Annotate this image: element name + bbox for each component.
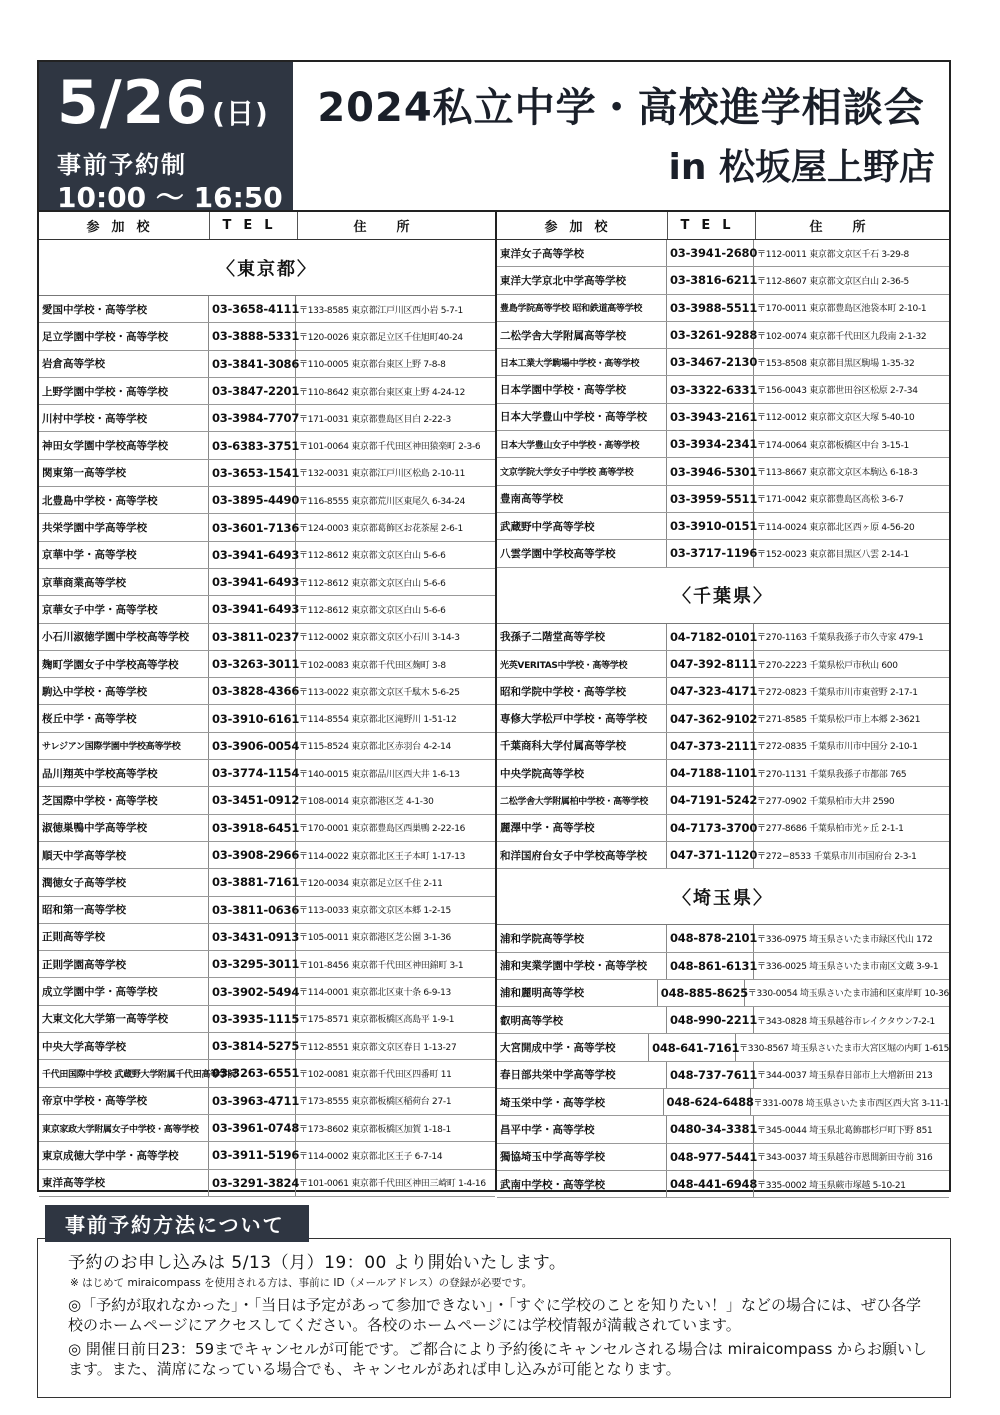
school-address: 〒133-8585 東京都江戸川区西小岩 5-7-1	[299, 305, 463, 316]
school-tel: 03-3847-2201	[209, 378, 296, 404]
school-address: 〒102-0081 東京都千代田区四番町 11	[299, 1069, 452, 1080]
school-name: 麗澤中学・高等学校	[497, 815, 667, 841]
school-address: 〒112-8551 東京都文京区春日 1-13-27	[299, 1042, 457, 1053]
school-name: 神田女学園中学校高等学校	[39, 432, 209, 458]
school-tel: 03-3941-6493	[209, 542, 296, 568]
school-tel: 03-3814-5275	[209, 1033, 296, 1059]
school-tel: 04-7173-3700	[667, 815, 754, 841]
school-name: 愛国中学校・高等学校	[39, 296, 209, 322]
school-tel: 048-441-6948	[667, 1171, 754, 1197]
school-name: 大宮開成中学・高等学校	[497, 1034, 649, 1060]
table-row	[497, 240, 949, 267]
school-tel: 03-3653-1541	[209, 460, 296, 486]
school-address: 〒272−8533 千葉県市川市国府台 2-3-1	[757, 851, 917, 862]
school-address: 〒171-0031 東京都豊島区目白 2-22-3	[299, 414, 451, 425]
school-address: 〒112-0012 東京都文京区大塚 5-40-10	[757, 413, 915, 424]
school-tel: 03-3601-7136	[209, 514, 296, 540]
school-address: 〒114-0001 東京都北区東十条 6-9-13	[299, 988, 451, 999]
school-tel: 03-3295-3011	[209, 951, 296, 977]
school-name: 東京家政大学附属女子中学校・高等学校	[39, 1115, 209, 1141]
table-row	[497, 1062, 949, 1089]
school-address: 〒124-0003 東京都葛飾区お花茶屋 2-6-1	[299, 524, 463, 535]
table-row	[39, 951, 495, 978]
table-row	[497, 815, 949, 842]
table-row	[39, 787, 495, 814]
school-address: 〒170-0001 東京都豊島区西巣鴨 2-22-16	[299, 824, 466, 835]
region-saitama: 〈埼玉県〉	[497, 869, 949, 925]
school-tel: 03-3902-5494	[209, 978, 296, 1004]
school-name: 日本学園中学校・高等学校	[497, 376, 667, 402]
school-tel: 03-3963-4711	[209, 1088, 296, 1114]
school-address: 〒331-0078 埼玉県さいたま市西区西大宮 3-11-1	[753, 1098, 949, 1109]
header-address: 住所	[809, 220, 896, 235]
table-row	[497, 1034, 949, 1061]
table-row	[497, 376, 949, 403]
table-row	[497, 787, 949, 814]
table-row	[39, 842, 495, 869]
school-tel: 03-3828-4366	[209, 678, 296, 704]
school-address: 〒343-0037 埼玉県越谷市恩間新田寺前 316	[757, 1153, 933, 1164]
school-address: 〒110-0005 東京都台東区上野 7-8-8	[299, 360, 446, 371]
school-name: 川村中学校・高等学校	[39, 405, 209, 431]
school-address: 〒271-8585 千葉県松戸市上本郷 2-3621	[757, 715, 921, 726]
school-address: 〒113-8667 東京都文京区本駒込 6-18-3	[757, 468, 918, 479]
school-address: 〒102-0074 東京都千代田区九段南 2-1-32	[757, 331, 927, 342]
table-row	[39, 323, 495, 350]
school-address: 〒112-8612 東京都文京区白山 5-6-6	[299, 578, 446, 589]
school-tel: 03-3774-1154	[209, 760, 296, 786]
table-row	[497, 458, 949, 485]
school-address: 〒105-0011 東京都港区芝公園 3-1-36	[299, 933, 451, 944]
school-tel: 03-3941-6493	[209, 569, 296, 595]
school-name: 大東文化大学第一高等学校	[39, 1006, 209, 1032]
school-tel: 03-3988-5511	[667, 295, 754, 321]
school-tel: 03-3910-0151	[667, 513, 754, 539]
school-name: 潤徳女子高等学校	[39, 869, 209, 895]
table-row	[39, 460, 495, 487]
school-address: 〒110-8642 東京都台東区東上野 4-24-12	[299, 387, 466, 398]
school-name: 正則高等学校	[39, 924, 209, 950]
school-name: 東洋高等学校	[39, 1170, 209, 1196]
info-start-date: 予約のお申し込みは 5/13（月）19：00 より開始いたします。	[68, 1253, 567, 1273]
table-row	[39, 596, 495, 623]
school-address: 〒336-0025 埼玉県さいたま市南区文蔵 3-9-1	[757, 962, 939, 973]
school-name: 叡明高等学校	[497, 1007, 667, 1033]
table-row	[39, 869, 495, 896]
info-bullet-cancel: ◎ 開催日前日23：59までキャンセルが可能です。ご都合により予約後にキャンセルされる場合は miraicompass からお願いします。また、満席になっている場合でも、キャンセルがあれば申し込みが可能となります。	[68, 1340, 928, 1378]
region-chiba: 〈千葉県〉	[497, 568, 949, 624]
info-bullet-homepage: ◎「予約が取れなかった」・「当日は予定があって参加できない」・「すぐに学校のことを知りたい！」などの場合には、ぜひ各学校のホームページにアクセスしてください。各校のホームページには学校情報が満載されています。	[68, 1296, 921, 1334]
school-name: 上野学園中学校・高等学校	[39, 378, 209, 404]
school-tel: 03-3959-5511	[667, 486, 754, 512]
school-name: 芝国際中学校・高等学校	[39, 787, 209, 813]
school-name: 京華商業高等学校	[39, 569, 209, 595]
school-name: 日本大学豊山中学校・高等学校	[497, 404, 667, 430]
school-address: 〒112-8612 東京都文京区白山 5-6-6	[299, 551, 446, 562]
school-name: 光英VERITAS中学校・高等学校	[497, 651, 667, 677]
table-row	[39, 1060, 495, 1087]
region-tokyo: 〈東京都〉	[39, 240, 495, 296]
table-row	[497, 1144, 949, 1171]
school-address: 〒270-1131 千葉県我孫子市都部 765	[757, 769, 907, 780]
school-name: 中央学院高等学校	[497, 760, 667, 786]
tokyo-list	[39, 296, 495, 1197]
school-address: 〒152-0023 東京都目黒区八雲 2-14-1	[757, 549, 909, 560]
table-row	[497, 322, 949, 349]
table-row	[39, 378, 495, 405]
school-address: 〒330-0054 埼玉県さいたま市浦和区東岸町 10-36	[747, 989, 949, 1000]
table-row	[497, 1007, 949, 1034]
school-address: 〒270-1163 千葉県我孫子市久寺家 479-1	[757, 633, 924, 644]
school-name: 北豊島中学校・高等学校	[39, 487, 209, 513]
table-row	[39, 1170, 495, 1197]
table-row	[39, 514, 495, 541]
table-row	[497, 267, 949, 294]
school-tel: 047-373-2111	[667, 733, 754, 759]
table-row	[497, 404, 949, 431]
school-name: 武蔵野中学高等学校	[497, 513, 667, 539]
school-tel: 03-3717-1196	[667, 540, 754, 566]
school-name: 中央大学高等学校	[39, 1033, 209, 1059]
school-name: 関東第一高等学校	[39, 460, 209, 486]
table-row	[497, 760, 949, 787]
school-tel: 03-3908-2966	[209, 842, 296, 868]
school-tel: 03-3910-6161	[209, 705, 296, 731]
table-row	[497, 678, 949, 705]
table-row	[39, 1033, 495, 1060]
table-row	[39, 815, 495, 842]
school-address: 〒116-8555 東京都荒川区東尾久 6-34-24	[299, 496, 466, 507]
school-address: 〒173-8602 東京都板橋区加賀 1-18-1	[299, 1124, 451, 1135]
school-name: サレジアン国際学園中学校高等学校	[39, 733, 209, 759]
school-tel: 03-3943-2161	[667, 404, 754, 430]
school-tel: 04-7191-5242	[667, 787, 754, 813]
table-row	[497, 1171, 949, 1198]
school-address: 〒120-0026 東京都足立区千住旭町40-24	[299, 332, 463, 343]
table-row	[497, 540, 949, 567]
table-row	[39, 978, 495, 1005]
school-name: 順天中学高等学校	[39, 842, 209, 868]
info-heading: 事前予約方法について	[45, 1205, 309, 1242]
chiba-list	[497, 624, 949, 870]
table-row	[497, 486, 949, 513]
school-tel: 0480-34-3381	[667, 1116, 754, 1142]
school-tel: 04-7188-1101	[667, 760, 754, 786]
school-address: 〒114-0002 東京都北区王子 6-7-14	[299, 1151, 443, 1162]
table-row	[497, 925, 949, 952]
table-row	[497, 980, 949, 1007]
school-name: 専修大学松戸中学校・高等学校	[497, 705, 667, 731]
school-name: 和洋国府台女子中学校高等学校	[497, 842, 667, 868]
table-row	[39, 760, 495, 787]
school-name: 岩倉高等学校	[39, 351, 209, 377]
school-tel: 03-3811-0237	[209, 624, 296, 650]
school-address: 〒102-0083 東京都千代田区麹町 3-8	[299, 660, 446, 671]
school-name: 京華女子中学・高等学校	[39, 596, 209, 622]
table-row	[39, 542, 495, 569]
school-name: 二松学舎大学附属柏中学校・高等学校	[497, 787, 667, 813]
header-tel: TEL	[668, 212, 756, 239]
school-tel: 047-371-1120	[667, 842, 754, 868]
table-row	[39, 1142, 495, 1169]
table-row	[497, 1089, 949, 1116]
school-name: 駒込中学校・高等学校	[39, 678, 209, 704]
school-address: 〒114-0022 東京都北区王子本町 1-17-13	[299, 851, 466, 862]
school-name: 東洋大学京北中学高等学校	[497, 267, 667, 293]
date-box	[39, 62, 293, 214]
event-day: (日)	[212, 97, 269, 130]
school-address: 〒112-8612 東京都文京区白山 5-6-6	[299, 605, 446, 616]
title-box	[293, 62, 949, 210]
flyer-header	[37, 60, 951, 214]
school-address: 〒101-0064 東京都千代田区神田猿楽町 2-3-6	[299, 442, 481, 453]
school-name: 武南中学校・高等学校	[497, 1171, 667, 1197]
school-tel: 03-3263-6551	[209, 1060, 296, 1086]
header-school: 参加校	[39, 212, 210, 239]
school-address: 〒277-0902 千葉県柏市大井 2590	[757, 796, 895, 807]
table-row	[39, 487, 495, 514]
event-time: 10:00 ～ 16:50	[57, 181, 283, 214]
school-name: 京華中学・高等学校	[39, 542, 209, 568]
table-row	[497, 624, 949, 651]
school-address: 〒132-0031 東京都江戸川区松島 2-10-11	[299, 469, 466, 480]
school-tel: 04-7182-0101	[667, 624, 754, 650]
school-address: 〒173-8555 東京都板橋区稲荷台 27-1	[299, 1097, 452, 1108]
event-date	[57, 68, 293, 145]
school-name: 品川翔英中学校高等学校	[39, 760, 209, 786]
right-column	[497, 212, 949, 1198]
school-tel: 047-362-9102	[667, 705, 754, 731]
school-name: 豊島学院高等学校 昭和鉄道高等学校	[497, 295, 667, 321]
info-registration-note: ※ はじめて miraicompass を使用される方は、事前に ID（メールアドレス）の登録が必要です。	[70, 1277, 533, 1289]
school-name: 共栄学園中学高等学校	[39, 514, 209, 540]
header-tel: TEL	[210, 212, 298, 239]
school-tel: 03-3291-3824	[209, 1170, 296, 1196]
school-name: 日本大学豊山女子中学校・高等学校	[497, 431, 667, 457]
school-address: 〒345-0044 埼玉県北葛飾郡杉戸町下野 851	[757, 1125, 933, 1136]
school-tel: 03-3451-0912	[209, 787, 296, 813]
school-address: 〒101-8456 東京都千代田区神田錦町 3-1	[299, 960, 464, 971]
school-tel: 048-641-7161	[649, 1034, 736, 1060]
table-row	[39, 432, 495, 459]
school-address: 〒174-0064 東京都板橋区中台 3-15-1	[757, 440, 909, 451]
school-address: 〒114-8554 東京都北区滝野川 1-51-12	[299, 715, 457, 726]
table-row	[39, 651, 495, 678]
table-row	[497, 431, 949, 458]
table-row	[39, 569, 495, 596]
table-row	[39, 405, 495, 432]
school-tel: 03-3888-5331	[209, 323, 296, 349]
school-tel: 047-323-4171	[667, 678, 754, 704]
school-address: 〒336-0975 埼玉県さいたま市緑区代山 172	[757, 934, 933, 945]
school-name: 埼玉栄中学・高等学校	[497, 1089, 664, 1115]
school-tel: 03-6383-3751	[209, 432, 296, 458]
school-name: 麹町学園女子中学校高等学校	[39, 651, 209, 677]
table-row	[39, 1006, 495, 1033]
school-address: 〒120-0034 東京都足立区千住 2-11	[299, 878, 443, 889]
school-tel: 03-3895-4490	[209, 487, 296, 513]
school-name: 昭和第一高等学校	[39, 897, 209, 923]
date-text: 5/26	[57, 68, 209, 138]
school-tel: 048-624-6488	[664, 1089, 751, 1115]
school-name: 文京学院大学女子中学校 高等学校	[497, 458, 667, 484]
school-name: 我孫子二階堂高等学校	[497, 624, 667, 650]
school-tel: 03-3946-5301	[667, 458, 754, 484]
school-tel: 03-3941-6493	[209, 596, 296, 622]
tokyo-list-continued	[497, 240, 949, 568]
school-tel: 048-990-2211	[667, 1007, 754, 1033]
flyer	[37, 60, 951, 1192]
header-school: 参加校	[497, 212, 668, 239]
school-tel: 047-392-8111	[667, 651, 754, 677]
table-row	[497, 651, 949, 678]
school-name: 春日部共栄中学高等学校	[497, 1062, 667, 1088]
school-tel: 03-3431-0913	[209, 924, 296, 950]
school-name: 日本工業大学駒場中学校・高等学校	[497, 349, 667, 375]
school-address: 〒101-0061 東京都千代田区神田三崎町 1-4-16	[299, 1179, 486, 1190]
school-tel: 03-3816-6211	[667, 267, 754, 293]
school-tel: 03-3881-7161	[209, 869, 296, 895]
school-tel: 03-3911-5196	[209, 1142, 296, 1168]
school-name: 浦和麗明高等学校	[497, 980, 658, 1006]
school-name: 成立学園中学・高等学校	[39, 978, 209, 1004]
table-row	[39, 351, 495, 378]
school-address: 〒175-8571 東京都板橋区高島平 1-9-1	[299, 1015, 455, 1026]
school-tel: 03-3467-2130	[667, 349, 754, 375]
school-tel: 03-3658-4111	[209, 296, 296, 322]
school-name: 浦和実業学園中学校・高等学校	[497, 953, 667, 979]
school-name: 獨協埼玉中学高等学校	[497, 1144, 667, 1170]
school-tel: 03-3934-2341	[667, 431, 754, 457]
table-row	[497, 705, 949, 732]
school-table	[37, 210, 951, 1192]
school-address: 〒272-0823 千葉県市川市東菅野 2-17-1	[757, 687, 918, 698]
table-row	[39, 1088, 495, 1115]
school-name: 小石川淑徳学園中学校高等学校	[39, 624, 209, 650]
table-row	[497, 513, 949, 540]
school-address: 〒113-0022 東京都文京区千駄木 5-6-25	[299, 687, 460, 698]
school-tel: 03-3961-0748	[209, 1115, 296, 1141]
school-name: 桜丘中学・高等学校	[39, 705, 209, 731]
school-name: 東洋女子高等学校	[497, 240, 667, 266]
info-box	[37, 1238, 951, 1398]
school-address: 〒343-0828 埼玉県越谷市レイクタウン7-2-1	[757, 1016, 935, 1027]
school-address: 〒335-0002 埼玉県蕨市塚越 5-10-21	[757, 1180, 906, 1191]
table-row	[497, 733, 949, 760]
school-address: 〒170-0011 東京都豊島区池袋本町 2-10-1	[757, 304, 927, 315]
table-row	[39, 705, 495, 732]
reservation-note: 事前予約制	[57, 151, 187, 179]
school-name: 淑徳巣鴨中学高等学校	[39, 815, 209, 841]
table-row	[39, 296, 495, 323]
school-address: 〒270-2223 千葉県松戸市秋山 600	[757, 660, 898, 671]
school-name: 千葉商科大学付属高等学校	[497, 733, 667, 759]
school-address: 〒140-0015 東京都品川区西大井 1-6-13	[299, 769, 460, 780]
school-address: 〒156-0043 東京都世田谷区松原 2-7-34	[757, 386, 918, 397]
left-column	[39, 212, 497, 1192]
column-header	[497, 212, 949, 240]
table-row	[39, 733, 495, 760]
school-address: 〒112-0002 東京都文京区小石川 3-14-3	[299, 633, 460, 644]
school-name: 浦和学院高等学校	[497, 925, 667, 951]
school-name: 昌平中学・高等学校	[497, 1116, 667, 1142]
school-tel: 03-3841-3086	[209, 351, 296, 377]
school-name: 千代田国際中学校 武蔵野大学附属千代田高等学院	[39, 1060, 209, 1086]
school-tel: 048-878-2101	[667, 925, 754, 951]
school-address: 〒277-8686 千葉県柏市光ヶ丘 2-1-1	[757, 824, 904, 835]
saitama-list	[497, 925, 949, 1198]
school-address: 〒330-8567 埼玉県さいたま市大宮区堀の内町 1-615	[739, 1044, 949, 1055]
table-row	[39, 624, 495, 651]
school-tel: 03-3811-0636	[209, 897, 296, 923]
column-header	[39, 212, 495, 240]
school-tel: 03-3263-3011	[209, 651, 296, 677]
school-address: 〒153-8508 東京都目黒区駒場 1-35-32	[757, 358, 915, 369]
school-tel: 03-3935-1115	[209, 1006, 296, 1032]
school-address: 〒344-0037 埼玉県春日部市上大増新田 213	[757, 1071, 933, 1082]
school-address: 〒112-0011 東京都文京区千石 3-29-8	[757, 249, 909, 260]
header-address: 住所	[353, 220, 440, 235]
table-row	[497, 349, 949, 376]
school-tel: 048-885-8625	[658, 980, 745, 1006]
school-tel: 03-3906-0054	[209, 733, 296, 759]
school-address: 〒108-0014 東京都港区芝 4-1-30	[299, 796, 434, 807]
school-tel: 03-3322-6331	[667, 376, 754, 402]
school-address: 〒112-8607 東京都文京区白山 2-36-5	[757, 276, 909, 287]
school-name: 東京成徳大学中学・高等学校	[39, 1142, 209, 1168]
school-tel: 03-3984-7707	[209, 405, 296, 431]
table-row	[39, 1115, 495, 1142]
school-address: 〒114-0024 東京都北区西ヶ原 4-56-20	[757, 522, 915, 533]
school-tel: 03-3918-6451	[209, 815, 296, 841]
table-row	[39, 678, 495, 705]
page-title: 2024私立中学・高校進学相談会	[317, 85, 925, 131]
table-row	[497, 953, 949, 980]
school-tel: 048-737-7611	[667, 1062, 754, 1088]
school-name: 二松学舎大学附属高等学校	[497, 322, 667, 348]
school-name: 足立学園中学校・高等学校	[39, 323, 209, 349]
page-subtitle: in 松坂屋上野店	[668, 147, 935, 188]
school-tel: 03-3941-2680	[667, 240, 754, 266]
table-row	[497, 295, 949, 322]
school-name: 正則学園高等学校	[39, 951, 209, 977]
school-address: 〒272-0835 千葉県市川市中国分 2-10-1	[757, 742, 918, 753]
school-tel: 03-3261-9288	[667, 322, 754, 348]
school-name: 八雲学園中学校高等学校	[497, 540, 667, 566]
reservation-info	[37, 1205, 951, 1398]
table-row	[497, 1116, 949, 1143]
school-name: 豊南高等学校	[497, 486, 667, 512]
school-address: 〒115-8524 東京都北区赤羽台 4-2-14	[299, 742, 451, 753]
table-row	[39, 897, 495, 924]
table-row	[497, 842, 949, 869]
school-address: 〒113-0033 東京都文京区本郷 1-2-15	[299, 906, 451, 917]
school-tel: 048-977-5441	[667, 1144, 754, 1170]
table-row	[39, 924, 495, 951]
school-name: 昭和学院中学校・高等学校	[497, 678, 667, 704]
school-address: 〒171-0042 東京都豊島区高松 3-6-7	[757, 495, 904, 506]
school-name: 帝京中学校・高等学校	[39, 1088, 209, 1114]
school-tel: 048-861-6131	[667, 953, 754, 979]
